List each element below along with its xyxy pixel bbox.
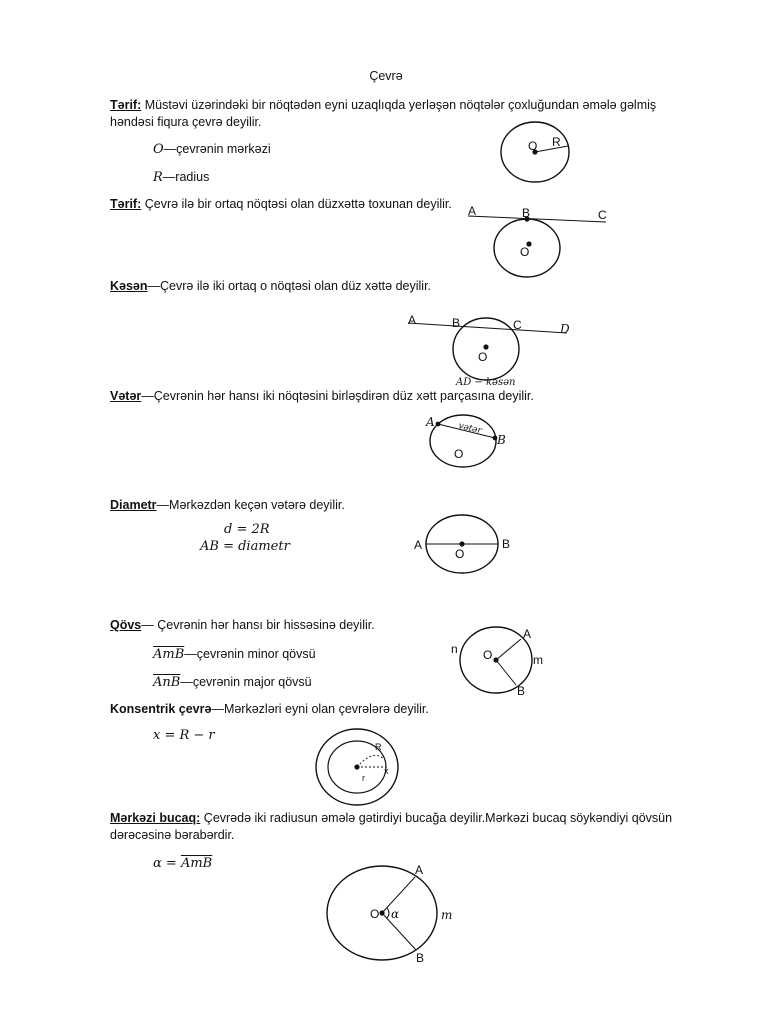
label-o: O bbox=[483, 648, 493, 662]
label-o: O bbox=[455, 547, 465, 561]
arc-minor-line bbox=[153, 646, 316, 663]
def-term: Tərif: bbox=[110, 98, 142, 112]
def-text: Müstəvi üzərindəki bir nöqtədən eyni uzaqlıqda yerləşən nöqtələr çoxluğundan əmələ gəlmiş bbox=[141, 98, 657, 112]
label-a: A bbox=[408, 313, 417, 327]
arc-major-line bbox=[153, 674, 312, 691]
center-dot bbox=[493, 657, 498, 662]
figure-diameter bbox=[414, 515, 510, 573]
center-dot bbox=[379, 910, 384, 915]
radius-r-outer bbox=[357, 755, 383, 767]
radius-b bbox=[496, 660, 516, 685]
arc-major-text: —çevrənin major qövsü bbox=[180, 675, 312, 689]
label-o: O bbox=[370, 907, 380, 921]
center-dot bbox=[459, 541, 464, 546]
def-central-angle-line2: dərəcəsinə bərabərdir. bbox=[110, 828, 235, 842]
label-b: B bbox=[502, 537, 511, 551]
label-c: C bbox=[513, 318, 522, 332]
def-text: —Mərkəzləri eyni olan çevrələrə deyilir. bbox=[211, 702, 429, 716]
label-b: B bbox=[522, 206, 531, 220]
label-a: A bbox=[415, 863, 424, 877]
arc-major-symbol: $\overline{AnB}$ bbox=[153, 675, 181, 690]
label-a: A bbox=[523, 627, 532, 641]
def-secant bbox=[110, 278, 431, 294]
def-diameter bbox=[110, 497, 345, 513]
label-a: A bbox=[414, 538, 423, 552]
def-term: Konsentrik çevrə bbox=[110, 702, 212, 716]
figure-circle-radius bbox=[501, 122, 569, 182]
def-central-angle bbox=[110, 810, 672, 826]
label-m: m bbox=[441, 908, 453, 922]
radius-a bbox=[496, 639, 521, 660]
formula-alpha-arc: $\overline{AmB}$ bbox=[180, 856, 213, 871]
def-text: —Çevrə ilə iki ortaq o nöqtəsi olan düz xəttə deyilir. bbox=[147, 279, 432, 293]
angle-arc bbox=[387, 908, 389, 918]
def-text: —Çevrənin hər hansı iki nöqtəsini birləşdirən düz xətt parçasına deyilir. bbox=[141, 389, 534, 403]
def-circle-line2: həndəsi fiqura çevrə deyilir. bbox=[110, 115, 262, 129]
label-c: C bbox=[598, 208, 607, 222]
label-d: D bbox=[560, 322, 570, 336]
figure-secant bbox=[408, 313, 570, 388]
def-arc bbox=[110, 617, 375, 633]
figure-chord bbox=[425, 415, 506, 467]
label-b: B bbox=[416, 951, 425, 965]
def-term: Kəsən bbox=[110, 279, 148, 293]
label-b: B bbox=[517, 684, 526, 698]
formula-ab: AB = diametr bbox=[200, 539, 290, 554]
formula-alpha bbox=[153, 855, 212, 872]
arc-minor-text: —çevrənin minor qövsü bbox=[184, 647, 316, 661]
chord-point-a bbox=[436, 422, 441, 427]
label-alpha: α bbox=[391, 907, 400, 921]
def-text: Çevrə ilə bir ortaq nöqtəsi olan düzxəttə toxunan deyilir. bbox=[141, 197, 452, 211]
page-title: Çevrə bbox=[369, 69, 403, 83]
def-text: —Mərkəzdən keçən vətərə deyilir. bbox=[156, 498, 345, 512]
center-symbol: O bbox=[153, 142, 164, 157]
def-text: Çevrədə iki radiusun əmələ gətirdiyi bucağa deyilir.Mərkəzi bucaq söykəndiyi qövsün bbox=[200, 811, 673, 825]
center-dot bbox=[483, 344, 488, 349]
figure-arc bbox=[451, 627, 543, 698]
label-r: R bbox=[552, 135, 561, 149]
secant-caption: AD − kəsən bbox=[456, 377, 516, 388]
label-outer-r: R bbox=[375, 742, 382, 752]
def-tangent bbox=[110, 196, 452, 212]
label-inner-r: r bbox=[362, 773, 365, 783]
label-x: x bbox=[384, 766, 389, 776]
def-chord bbox=[110, 388, 534, 404]
chord-label: vətər bbox=[457, 421, 483, 437]
def-term: Vətər bbox=[110, 389, 142, 403]
def-term: Tərif: bbox=[110, 197, 142, 211]
center-text: —çevrənin mərkəzi bbox=[163, 142, 271, 156]
arc-minor-symbol: $\overline{AmB}$ bbox=[153, 647, 185, 662]
def-term: Diametr bbox=[110, 498, 157, 512]
def-text: — Çevrənin hər hansı bir hissəsinə deyilir. bbox=[141, 618, 375, 632]
figure-tangent bbox=[468, 204, 607, 277]
label-b: B bbox=[497, 433, 506, 447]
label-o: O bbox=[528, 139, 538, 153]
radius-symbol: R bbox=[153, 170, 163, 185]
label-a: A bbox=[468, 204, 477, 218]
formula-x: x = R − r bbox=[153, 728, 215, 743]
label-m: m bbox=[533, 653, 543, 667]
center-dot bbox=[354, 764, 359, 769]
label-o: O bbox=[520, 245, 530, 259]
def-term: Qövs bbox=[110, 618, 142, 632]
label-o: O bbox=[478, 350, 488, 364]
label-n: n bbox=[451, 642, 458, 656]
label-o: O bbox=[454, 447, 464, 461]
figure-concentric bbox=[316, 729, 398, 805]
label-b: B bbox=[452, 316, 461, 330]
def-concentric bbox=[110, 701, 429, 717]
formula-d: d = 2R bbox=[224, 522, 270, 537]
tangent-line bbox=[468, 216, 606, 222]
secant-line bbox=[408, 323, 567, 333]
figure-central-angle bbox=[327, 863, 452, 965]
def-term: Mərkəzi bucaq: bbox=[110, 811, 201, 825]
formula-alpha-lhs: α = bbox=[153, 856, 181, 871]
label-a: A bbox=[426, 415, 435, 429]
radius-text: —radius bbox=[162, 170, 210, 184]
